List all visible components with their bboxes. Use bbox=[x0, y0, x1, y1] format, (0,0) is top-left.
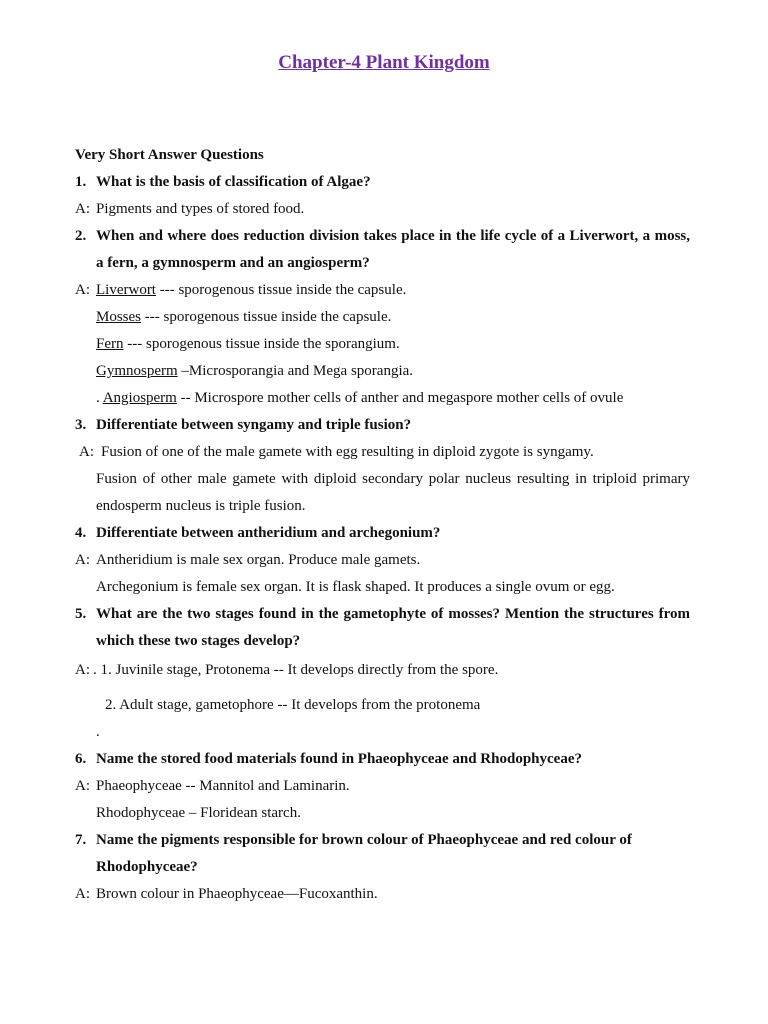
answer-7 bbox=[75, 881, 690, 908]
answer-label: A: bbox=[75, 201, 90, 217]
answer-1 bbox=[75, 196, 690, 223]
item-desc: --- sporogenous tissue inside the capsule. bbox=[141, 309, 392, 325]
page-title: Chapter-4 Plant Kingdom bbox=[278, 52, 490, 73]
answer-5-line-3: . bbox=[96, 724, 100, 740]
term-liverwort: Liverwort bbox=[96, 282, 156, 298]
question-number: 3. bbox=[75, 417, 87, 433]
answer-text: Pigments and types of stored food. bbox=[96, 201, 305, 217]
term-angiosperm: Angiosperm bbox=[102, 390, 177, 406]
answer-5-line-2: 2. Adult stage, gametophore -- It develops from the protonema bbox=[105, 697, 481, 713]
term-gymnosperm: Gymnosperm bbox=[96, 363, 178, 379]
term-mosses: Mosses bbox=[96, 309, 142, 325]
question-1 bbox=[75, 169, 690, 196]
answer-text: Antheridium is male sex organ. Produce male gamets. bbox=[96, 552, 421, 568]
answer-label: A: bbox=[75, 778, 90, 794]
answer-6-line-1 bbox=[75, 773, 690, 800]
answer-2-item-gymnosperm bbox=[75, 358, 690, 385]
question-5 bbox=[75, 601, 690, 655]
answer-4-line-1 bbox=[75, 547, 690, 574]
question-text: Name the pigments responsible for brown colour of Phaeophyceae and red colour of Rhodophyceae? bbox=[96, 832, 632, 875]
answer-2-item-angiosperm bbox=[75, 385, 690, 412]
question-4 bbox=[75, 520, 690, 547]
question-number: 6. bbox=[75, 751, 87, 767]
answer-text: . 1. Juvinile stage, Protonema -- It develops directly from the spore. bbox=[93, 662, 499, 678]
answer-text: Brown colour in Phaeophyceae—Fucoxanthin. bbox=[96, 886, 378, 902]
item-prefix: . bbox=[96, 390, 103, 406]
answer-text: Fusion of one of the male gamete with egg resulting in diploid zygote is syngamy. bbox=[101, 444, 594, 460]
document-body bbox=[75, 142, 690, 908]
answer-4-line-2: Archegonium is female sex organ. It is flask shaped. It produces a single ovum or egg. bbox=[96, 579, 615, 595]
section-heading: Very Short Answer Questions bbox=[75, 147, 264, 163]
answer-5-line-1 bbox=[75, 657, 690, 684]
answer-2-item-mosses bbox=[75, 304, 690, 331]
answer-label: A: bbox=[75, 886, 90, 902]
answer-3-line-1 bbox=[75, 439, 690, 466]
question-number: 4. bbox=[75, 525, 87, 541]
question-number: 5. bbox=[75, 606, 87, 622]
question-number: 2. bbox=[75, 228, 87, 244]
question-text: Name the stored food materials found in Phaeophyceae and Rhodophyceae? bbox=[96, 751, 582, 767]
question-number: 7. bbox=[75, 832, 87, 848]
item-desc: -- Microspore mother cells of anther and megaspore mother cells of ovule bbox=[176, 390, 624, 406]
item-desc: –Microsporangia and Mega sporangia. bbox=[177, 363, 414, 379]
answer-3-line-2: Fusion of other male gamete with diploid secondary polar nucleus resulting in triploid primary endosperm nucleus is triple fusion. bbox=[96, 471, 690, 514]
question-text: Differentiate between antheridium and archegonium? bbox=[96, 525, 441, 541]
answer-label: A: bbox=[75, 552, 90, 568]
answer-2-item-fern bbox=[75, 331, 690, 358]
question-2 bbox=[75, 223, 690, 277]
question-number: 1. bbox=[75, 174, 87, 190]
question-text: When and where does reduction division takes place in the life cycle of a Liverwort, a moss, a fern, a gymnosperm and an angiosperm? bbox=[96, 228, 690, 271]
question-text: Differentiate between syngamy and triple fusion? bbox=[96, 417, 412, 433]
question-6 bbox=[75, 746, 690, 773]
question-text: What are the two stages found in the gametophyte of mosses? Mention the structures from which these two stages develop? bbox=[96, 606, 690, 649]
answer-label: A: bbox=[75, 282, 90, 298]
answer-text: Phaeophyceae -- Mannitol and Laminarin. bbox=[96, 778, 350, 794]
term-fern: Fern bbox=[96, 336, 124, 352]
question-text: What is the basis of classification of Algae? bbox=[96, 174, 371, 190]
question-7 bbox=[75, 827, 690, 881]
item-desc: --- sporogenous tissue inside the capsule. bbox=[155, 282, 407, 298]
answer-label: A: bbox=[75, 662, 90, 678]
answer-6-line-2: Rhodophyceae – Floridean starch. bbox=[96, 805, 301, 821]
question-3 bbox=[75, 412, 690, 439]
answer-2-item-liverwort bbox=[75, 277, 690, 304]
answer-label: A: bbox=[79, 444, 94, 460]
item-desc: --- sporogenous tissue inside the sporangium. bbox=[123, 336, 400, 352]
